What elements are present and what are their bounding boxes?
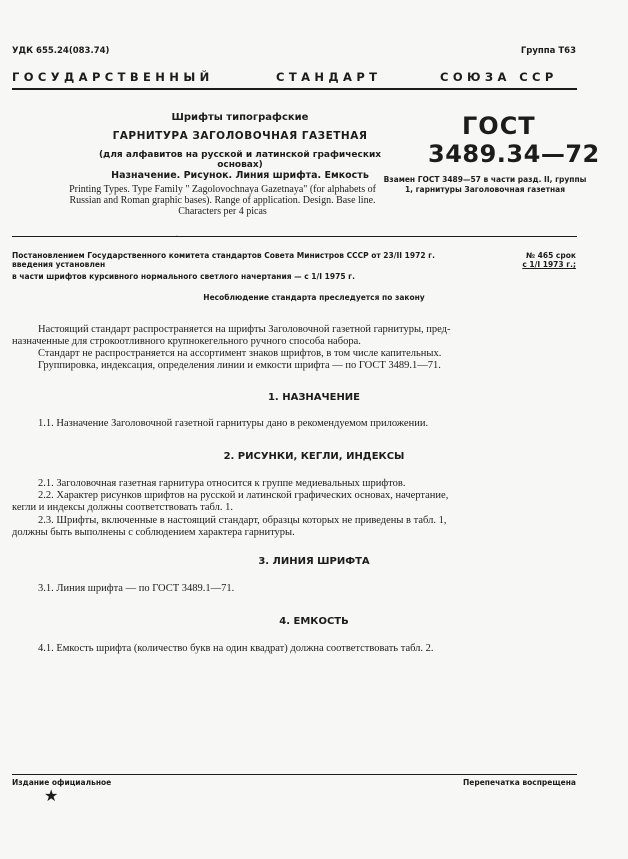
heading-standard: СТАНДАРТ [276, 70, 382, 84]
section-heading: 1. НАЗНАЧЕНИЕ [267, 392, 361, 403]
paragraph: 4.1. Емкость шрифта (количество букв на один квадрат) должна соответствовать табл. 2. [38, 643, 434, 654]
gost-label: ГОСТ [462, 112, 536, 140]
intro-line: назначенные для строкоотливного крупнокегельного ручного способа набора. [12, 336, 361, 347]
group-code: Группа Т63 [520, 46, 576, 56]
official-edition: Издание официальное [12, 778, 112, 787]
title-rule [12, 236, 577, 237]
paragraph: 1.1. Назначение Заголовочной газетной гарнитуры дано в рекомендуемом приложении. [38, 418, 429, 429]
title-alphabets: (для алфавитов на русской и латинской графических основах) [98, 150, 382, 170]
gost-number: 3489.34—72 [428, 140, 600, 168]
tick-mark: ˎ [176, 228, 179, 237]
footer-rule [12, 774, 577, 775]
section-heading: 4. ЕМКОСТЬ [279, 616, 349, 627]
star-icon: ★ [44, 788, 59, 805]
english-title: Printing Types. Type Family " Zagolovochnaya Gazetnaya" (for alphabets of Russian and Roman graphic bases). Range of application. Design. Base line. Characters per 4 picas [69, 184, 376, 217]
intro-line: Группировка, индексация, определения линии и емкости шрифта — по ГОСТ 3489.1—71. [38, 360, 441, 371]
decree-line: Постановлением Государственного комитета стандартов Совета Министров СССР от 23/II 1972 г. [12, 251, 435, 260]
decree-line: в части шрифтов курсивного нормального светлого начертания — с 1/I 1975 г. [12, 272, 355, 281]
title-family: ГАРНИТУРА ЗАГОЛОВОЧНАЯ ГАЗЕТНАЯ [112, 130, 368, 142]
header-rule [12, 88, 577, 90]
decree-number: № 465 срок [526, 251, 576, 260]
paragraph: 3.1. Линия шрифта — по ГОСТ 3489.1—71. [38, 583, 235, 594]
heading-state: ГОСУДАРСТВЕННЫЙ [12, 70, 214, 84]
reprint-notice: Перепечатка воспрещена [462, 778, 576, 787]
udk-code: УДК 655.24(083.74) [12, 46, 110, 56]
paragraph: 2.3. Шрифты, включенные в настоящий стандарт, образцы которых не приведены в табл. 1, [38, 515, 447, 526]
heading-union: СОЮЗА ССР [440, 70, 558, 84]
paragraph: 2.1. Заголовочная газетная гарнитура относится к группе медиевальных шрифтов. [38, 478, 406, 489]
paragraph: кегли и индексы должны соответствовать табл. 1. [12, 502, 233, 513]
replaces-note: Взамен ГОСТ 3489—57 в части разд. II, группы 1, гарнитуры Заголовочная газетная [383, 175, 587, 194]
law-warning: Несоблюдение стандарта преследуется по закону [203, 293, 425, 302]
decree-line: введения установлен [12, 260, 106, 269]
title-type: Шрифты типографские [171, 112, 309, 123]
title-scope: Назначение. Рисунок. Линия шрифта. Емкость [111, 170, 369, 181]
paragraph: должны быть выполнены с соблюдением характера гарнитуры. [12, 527, 295, 538]
paragraph: 2.2. Характер рисунков шрифтов на русской и латинской графических основах, начертание, [38, 490, 449, 501]
intro-line: Стандарт не распространяется на ассортимент знаков шрифтов, в том числе капительных. [38, 348, 442, 359]
intro-line: Настоящий стандарт распространяется на шрифты Заголовочной газетной гарнитуры, пред- [38, 324, 451, 335]
section-heading: 3. ЛИНИЯ ШРИФТА [258, 556, 370, 567]
section-heading: 2. РИСУНКИ, КЕГЛИ, ИНДЕКСЫ [223, 451, 405, 462]
decree-date: с 1/I 1973 г.; [522, 260, 576, 269]
